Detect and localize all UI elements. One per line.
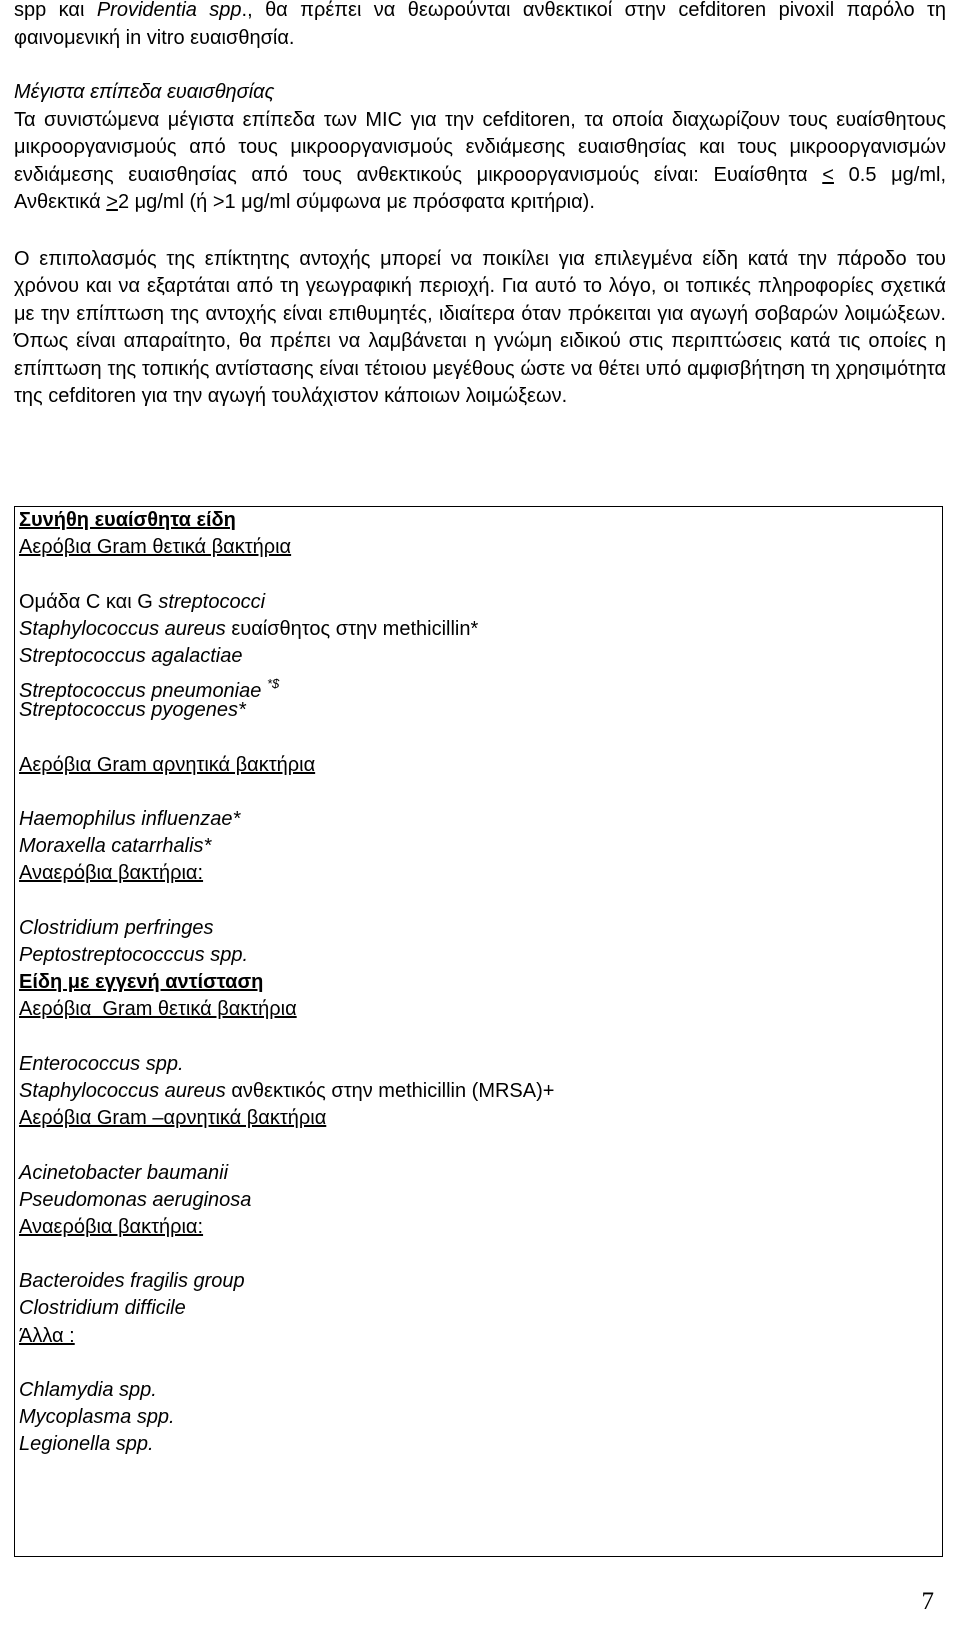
susceptibility-table	[14, 506, 943, 1557]
susceptible-anaerobic-label: Αναερόβια βακτήρια:	[19, 862, 204, 885]
intro-genus-spp: spp	[14, 0, 47, 21]
resistant-gram-negative-label: Αερόβια Gram –αρνητικά βακτήρια	[19, 1107, 327, 1130]
intro-paragraph	[14, 0, 946, 52]
resistant-gram-positive-label: Αερόβια Gram θετικά βακτήρια	[19, 998, 297, 1021]
list-item: Chlamydia spp.	[19, 1379, 157, 1401]
spacer	[19, 1024, 938, 1051]
group-cg-prefix: Ομάδα C και G	[19, 590, 159, 613]
list-item: Haemophilus influenzae*	[19, 808, 241, 831]
gte-symbol: >	[106, 191, 118, 213]
list-item: Enterococcus spp.	[19, 1052, 184, 1075]
list-item	[19, 1078, 938, 1105]
susceptible-heading: Συνήθη ευαίσθητα είδη	[19, 509, 236, 531]
spacer	[14, 52, 946, 79]
spacer	[19, 779, 938, 806]
mrsa-note: ανθεκτικός στην methicillin (MRSA)+	[225, 1079, 555, 1102]
spacer	[19, 1350, 938, 1377]
list-item: Acinetobacter baumanii	[19, 1161, 229, 1184]
list-item: Bacteroides fragilis group	[19, 1270, 245, 1293]
intro-rest: ., θα πρέπει να θεωρούνται ανθεκτικοί στην cefditoren pivoxil παρόλο τη φαινομενική in vitro ευαισθησία.	[14, 0, 946, 49]
mrsa-name: Staphylococcus aureus	[19, 1079, 226, 1102]
strep-pneumoniae-name: Streptococcus pneumoniae	[19, 680, 267, 703]
list-item	[19, 616, 938, 643]
resistant-anaerobic-label: Αναερόβια βακτήρια:	[19, 1215, 204, 1238]
resistant-breakpoint: 2 μg/ml (ή >1 μg/ml σύμφωνα με πρόσφατα κριτήρια).	[117, 191, 595, 213]
list-item: Mycoplasma spp.	[19, 1406, 175, 1429]
list-item: Streptococcus agalactiae	[19, 644, 243, 667]
intro-conjunction: και	[46, 0, 97, 21]
list-item: Streptococcus pyogenes*	[19, 699, 246, 722]
list-item: Clostridium difficile	[19, 1297, 186, 1320]
group-cg-streptococci: streptococci	[158, 590, 266, 613]
strep-pneumoniae-superscript: *$	[266, 676, 280, 692]
list-item: Clostridium perfringes	[19, 916, 214, 939]
document-page	[14, 0, 946, 411]
list-item	[19, 670, 938, 703]
spacer	[14, 217, 946, 246]
staph-aureus-note: ευαίσθητος στην methicillin*	[225, 617, 479, 640]
sensitivity-body: Τα συνιστώμενα μέγιστα επίπεδα των MIC για την cefditoren, τα οποία διαχωρίζουν τους ευαίσθητους μικροοργανισμούς από τους μικροοργανισμούς ενδιάμεσης ευαισθησίας και τους μικροοργανισμών ενδιάμεσης ευαισθησίας από τους ανθεκτικούς μικροοργανισμούς είναι: Ευαίσθητα	[14, 108, 946, 186]
susceptible-gram-negative-label: Αερόβια Gram αρνητικά βακτήρια	[19, 753, 316, 776]
list-item: Legionella spp.	[19, 1433, 154, 1456]
staph-aureus-name: Staphylococcus aureus	[19, 617, 226, 640]
intro-providentia: Providentia spp	[96, 0, 242, 21]
spacer	[19, 888, 938, 915]
resistance-paragraph: Ο επιπολασμός της επίκτητης αντοχής μπορεί να ποικίλει για επιλεγμένα είδη κατά την πάροδο του χρόνου και να εξαρτάται από τη γεωγραφική περιοχή. Για αυτό το λόγο, οι τοπικές πληροφορίες σχετικά με την επίπτωση της αντοχής είναι επιθυμητές, ιδιαίτερα όταν πρόκειται για αγωγή σοβαρών λοιμώξεων. Όπως είναι απαραίτητο, θα πρέπει να λαμβάνεται η γνώμη ειδικού στις περιπτώσεις κατά τις οποίες η επίπτωση της τοπικής αντίστασης είναι τέτοιου μεγέθους ώστε να θέτει υπό αμφισβήτηση τη χρησιμότητα της cefditoren για την αγωγή τουλάχιστον κάποιων λοιμώξεων.	[14, 247, 946, 407]
spacer	[19, 1132, 938, 1159]
susceptible-gram-positive-label: Αερόβια Gram θετικά βακτήρια	[19, 536, 292, 559]
lte-symbol: <	[822, 163, 834, 186]
sensitive-breakpoint: 0.5 μg/ml, Ανθεκτικά	[14, 163, 946, 213]
sensitivity-heading: Μέγιστα επίπεδα ευαισθησίας	[14, 81, 275, 103]
spacer	[19, 561, 938, 588]
spacer	[19, 725, 938, 752]
list-item: Peptostreptococccus spp.	[19, 944, 249, 966]
resistant-heading: Είδη με εγγενή αντίσταση	[19, 971, 264, 994]
other-label: Άλλα :	[19, 1324, 75, 1347]
list-item	[19, 589, 938, 616]
page-number: 7	[921, 1588, 934, 1615]
spacer	[19, 1241, 938, 1268]
list-item: Pseudomonas aeruginosa	[19, 1188, 252, 1211]
sensitivity-paragraph	[14, 107, 946, 217]
list-item: Moraxella catarrhalis*	[19, 835, 212, 858]
